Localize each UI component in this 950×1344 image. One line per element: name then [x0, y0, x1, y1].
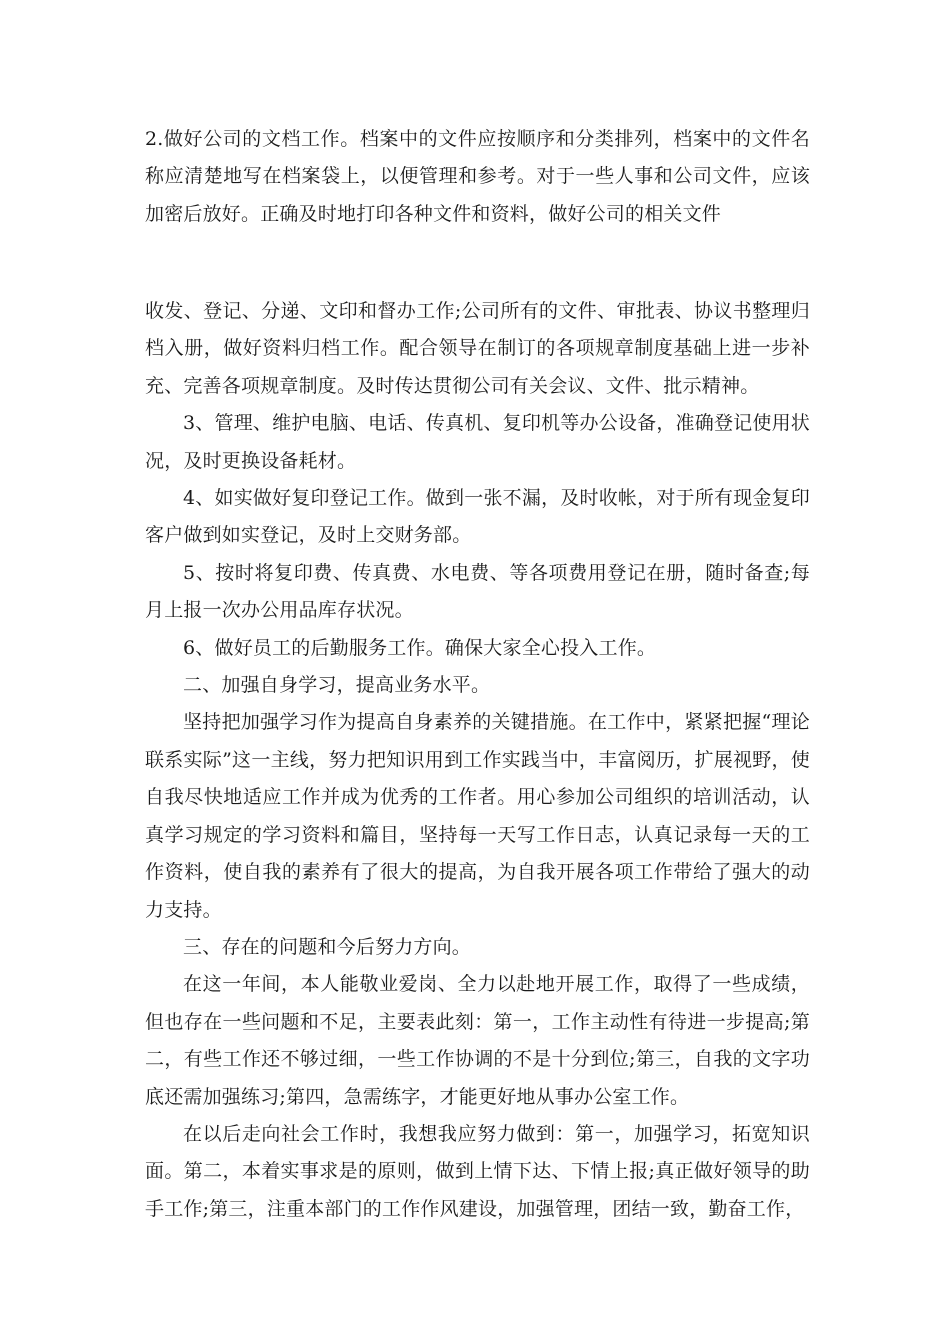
paragraph-problems: 在这一年间，本人能敬业爱岗、全力以赴地开展工作，取得了一些成绩，但也存在一些问题和不足，主要表此刻：第一，工作主动性有待进一步提高;第二，有些工作还不够过细，一些工作协调的不是十分到位;第三，自我的文字功底还需加强练习;第四，急需练字，才能更好地从事办公室工作。 [145, 973, 810, 1108]
paragraph-archive-work: 2.做好公司的文档工作。档案中的文件应按顺序和分类排列，档案中的文件名称应清楚地写在档案袋上，以便管理和参考。对于一些人事和公司文件，应该加密后放好。正确及时地打印各种文件和资料，做好公司的相关文件 [145, 128, 810, 225]
section-heading-2: 二、加强自身学习，提高业务水平。 [183, 674, 491, 697]
main-text-block [145, 293, 810, 1228]
paragraph-study: 坚持把加强学习作为提高自身素养的关键措施。在工作中，紧紧把握“理论联系实际”这一主线，努力把知识用到工作实践当中，丰富阅历，扩展视野，使自我尽快地适应工作并成为优秀的工作者。用心参加公司组织的培训活动，认真学习规定的学习资料和篇目，坚持每一天写工作日志，认真记录每一天的工作资料，使自我的素养有了很大的提高，为自我开展各项工作带给了强大的动力支持。 [145, 711, 810, 921]
paragraph-continuation: 收发、登记、分递、文印和督办工作;公司所有的文件、审批表、协议书整理归档入册，做好资料归档工作。配合领导在制订的各项规章制度基础上进一步补充、完善各项规章制度。及时传达贯彻公司有关会议、文件、批示精神。 [145, 300, 810, 397]
section-heading-3: 三、存在的问题和今后努力方向。 [183, 935, 472, 958]
paragraph-item-3: 3、管理、维护电脑、电话、传真机、复印机等办公设备，准确登记使用状况，及时更换设备耗材。 [145, 412, 810, 472]
paragraph-future: 在以后走向社会工作时，我想我应努力做到：第一，加强学习，拓宽知识面。第二，本着实事求是的原则，做到上情下达、下情上报;真正做好领导的助手工作;第三，注重本部门的工作作风建设，加强管理，团结一致，勤奋工作， [145, 1122, 810, 1220]
paragraph-item-5: 5、按时将复印费、传真费、水电费、等各项费用登记在册，随时备查;每月上报一次办公用品库存状况。 [145, 561, 810, 622]
paragraph-item-4: 4、如实做好复印登记工作。做到一张不漏，及时收帐，对于所有现金复印客户做到如实登记，及时上交财务部。 [145, 487, 810, 547]
top-text-block [145, 121, 810, 233]
paragraph-item-6: 6、做好员工的后勤服务工作。确保大家全心投入工作。 [183, 636, 657, 659]
